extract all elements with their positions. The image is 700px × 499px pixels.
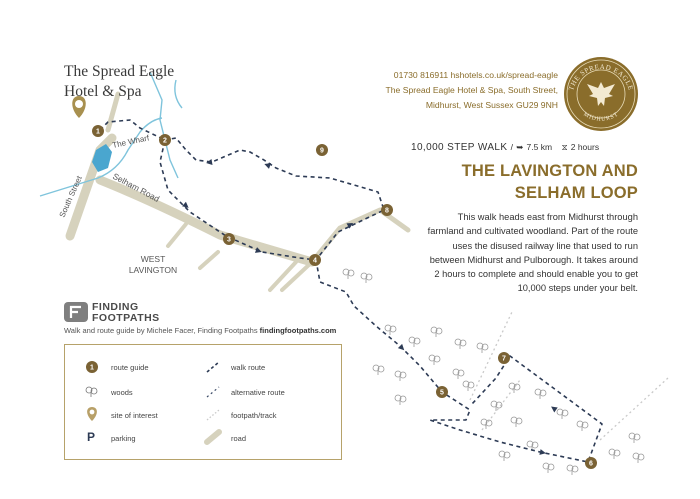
walk-duration: 2 hours <box>570 142 600 152</box>
arrow-icon <box>539 449 546 456</box>
hotel-name-line1: The Spread Eagle <box>64 63 175 80</box>
legend-site-of-interest: site of interest <box>85 411 158 420</box>
alternative-route-icon <box>205 385 221 399</box>
tree-icon <box>453 369 464 379</box>
tree-icon <box>557 409 568 419</box>
parking-icon: P <box>87 430 96 444</box>
tree-icon <box>395 395 406 405</box>
waypoint-6[interactable] <box>585 457 597 469</box>
waypoint-3[interactable] <box>223 233 235 245</box>
legend-route-guide: 1 route guide <box>85 363 149 372</box>
walk-route-icon <box>205 360 221 374</box>
svg-text:2: 2 <box>163 137 167 145</box>
road-south-4 <box>282 262 312 290</box>
legend-parking: P parking <box>87 430 136 444</box>
meta-separator: / <box>510 142 514 152</box>
roads <box>70 94 408 290</box>
finding-footpaths-line2: FOOTPATHS <box>92 312 160 324</box>
woods <box>343 269 644 475</box>
map-legend <box>64 344 342 460</box>
track-2 <box>600 378 668 440</box>
finding-footpaths-logo-icon <box>64 302 88 322</box>
svg-text:7: 7 <box>502 355 506 363</box>
svg-text:5: 5 <box>440 389 444 397</box>
road-minor-2 <box>200 252 218 268</box>
svg-text:9: 9 <box>320 147 324 155</box>
footpaths <box>470 312 668 440</box>
tree-icon <box>385 325 396 335</box>
label-lavington: LAVINGTON <box>128 265 178 275</box>
label-west: WEST <box>140 254 166 264</box>
credit-text: Walk and route guide by Michele Facer, Finding Footpaths <box>64 326 260 335</box>
label-the-wharf: The Wharf <box>111 133 150 150</box>
tree-icon <box>395 371 406 381</box>
legend-walk-route: walk route <box>205 363 265 372</box>
walk-title <box>462 160 638 204</box>
hotel-name-line2: Hotel & Spa <box>64 83 142 100</box>
walk-title-line2: SELHAM LOOP <box>514 184 638 202</box>
walk-title-line1: THE LAVINGTON AND <box>461 162 638 180</box>
tree-icon <box>543 463 554 473</box>
tree-icon <box>361 273 372 283</box>
site-of-interest-icon <box>85 406 99 422</box>
label-selham-road: Selham Road <box>111 170 162 204</box>
walk-category: 10,000 STEP WALK <box>411 142 508 153</box>
woods-icon <box>85 386 99 398</box>
finding-footpaths-line1: FINDING <box>92 301 139 313</box>
arrow-icon <box>263 161 271 169</box>
tree-icon <box>429 355 440 365</box>
svg-text:MIDHURST: MIDHURST <box>582 111 620 123</box>
hotel-contact <box>386 68 558 113</box>
svg-text:THE SPREAD EAGLE: THE SPREAD EAGLE <box>567 62 635 92</box>
walk-meta <box>411 142 599 153</box>
legend-road: road <box>205 434 246 443</box>
tree-icon <box>509 383 520 393</box>
tree-icon <box>609 449 620 459</box>
svg-text:4: 4 <box>313 257 317 265</box>
road-lavington <box>312 207 408 262</box>
walk-description: This walk heads east from Midhurst through farmland and cultivated woodland. Part of the route uses the disused railway line that used to run between Midhurst and Pulborough. It takes around 2 hours to complete and should enable you to get 10,000 steps under your belt. <box>427 212 638 294</box>
finding-footpaths-name <box>92 302 160 324</box>
tree-icon <box>577 421 588 431</box>
svg-text:8: 8 <box>385 207 389 215</box>
tree-icon <box>499 451 510 461</box>
road-selham-road <box>100 180 312 262</box>
tree-icon <box>633 453 644 463</box>
tree-icon <box>431 327 442 337</box>
hourglass-icon: ⧖ <box>561 142 568 152</box>
credit-line <box>64 326 336 335</box>
tree-icon <box>629 433 640 443</box>
tree-icon <box>477 343 488 353</box>
spread-eagle-logo <box>564 57 638 131</box>
arrow-icon <box>206 159 213 166</box>
contact-address-2: Midhurst, West Sussex GU29 9NH <box>425 100 558 110</box>
tree-icon <box>455 339 466 349</box>
road-icon <box>204 429 222 445</box>
legend-woods: woods <box>85 388 133 397</box>
label-south-street: South Street <box>57 174 84 219</box>
svg-text:3: 3 <box>227 236 231 244</box>
svg-text:1: 1 <box>96 128 100 136</box>
svg-text:1: 1 <box>90 364 94 372</box>
waypoint-5[interactable] <box>436 386 448 398</box>
waypoint-4[interactable] <box>309 254 321 266</box>
river-stream-2 <box>175 80 182 108</box>
waypoint-1[interactable] <box>92 125 104 137</box>
contact-address-1: The Spread Eagle Hotel & Spa, South Street, <box>385 85 558 95</box>
tree-icon <box>343 269 354 279</box>
credit-link[interactable]: findingfootpaths.com <box>259 326 337 335</box>
road-minor-3 <box>270 262 296 290</box>
tree-icon <box>409 337 420 347</box>
waypoint-2[interactable] <box>159 134 171 146</box>
road-minor-1 <box>168 224 186 246</box>
arrow-icon <box>549 404 557 412</box>
legend-footpath-track: footpath/track <box>205 411 276 420</box>
route-guide-marker-icon <box>85 360 99 374</box>
tree-icon <box>463 381 474 391</box>
tree-icon <box>481 419 492 429</box>
svg-text:6: 6 <box>589 460 593 468</box>
walk-distance: 7.5 km <box>526 142 553 152</box>
hotel-name <box>64 62 174 102</box>
footpath-icon <box>205 408 221 422</box>
arrow-icon <box>398 344 406 352</box>
tree-icon <box>373 365 384 375</box>
waypoint-9[interactable] <box>316 144 328 156</box>
tree-icon <box>511 417 522 427</box>
footsteps-icon: ➥ <box>516 142 524 152</box>
tree-icon <box>567 465 578 475</box>
legend-alternative-route: alternative route <box>205 388 285 397</box>
tree-icon <box>535 389 546 399</box>
contact-phone-web[interactable]: 01730 816911 hshotels.co.uk/spread-eagle <box>393 70 558 80</box>
waypoint-7[interactable] <box>498 352 510 364</box>
waypoint-8[interactable] <box>381 204 393 216</box>
